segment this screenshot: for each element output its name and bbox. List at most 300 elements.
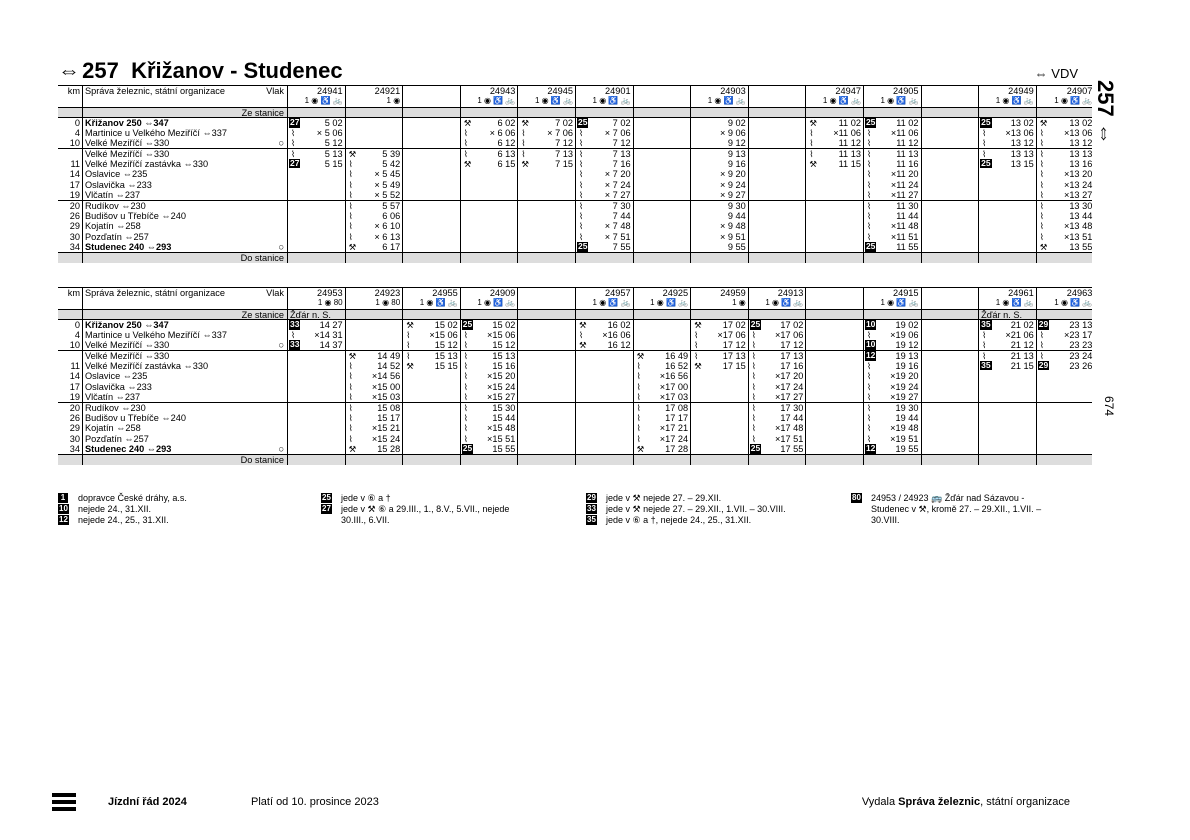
train-number: 24943 bbox=[461, 86, 519, 96]
page-title bbox=[58, 58, 343, 84]
time-value: 15 08 bbox=[377, 403, 401, 413]
skip-line-icon: ⌇ bbox=[866, 423, 872, 434]
time-value: 9 12 bbox=[727, 138, 746, 148]
time-cell bbox=[979, 361, 1037, 371]
train-symbols bbox=[922, 298, 980, 308]
time-value: 7 12 bbox=[612, 138, 631, 148]
skip-line-icon: ⌇ bbox=[866, 371, 872, 382]
time-value: 7 13 bbox=[555, 149, 573, 159]
time-value: 7 16 bbox=[612, 158, 631, 169]
time-value: 13 13 bbox=[1010, 149, 1034, 159]
time-cell bbox=[979, 423, 1037, 433]
km-value: 0 bbox=[74, 118, 80, 128]
time-cell bbox=[403, 382, 461, 392]
time-value: ×15 06 bbox=[487, 329, 516, 340]
time-value: ×17 24 bbox=[659, 433, 689, 444]
time-value: ×21 06 bbox=[1005, 329, 1034, 340]
time-cell bbox=[691, 201, 749, 210]
time-cell bbox=[403, 330, 461, 340]
time-value: ×15 24 bbox=[487, 381, 516, 392]
km-value: 4 bbox=[74, 127, 80, 138]
time-value: × 5 52 bbox=[374, 190, 401, 200]
train-symbols: 1 ◉ 80 bbox=[288, 298, 346, 308]
time-cell bbox=[346, 371, 404, 381]
time-value: 17 55 bbox=[780, 444, 804, 454]
time-cell bbox=[922, 211, 980, 221]
train-number bbox=[403, 86, 461, 96]
time-cell bbox=[518, 118, 576, 127]
time-cell bbox=[461, 434, 519, 444]
time-cell bbox=[288, 138, 346, 148]
time-cell bbox=[691, 242, 749, 252]
km-value bbox=[58, 149, 82, 158]
km-value: 17 bbox=[69, 179, 80, 190]
train-number: 24905 bbox=[864, 86, 922, 96]
time-value: 17 44 bbox=[780, 412, 804, 423]
time-cell bbox=[1037, 382, 1095, 392]
time-cell bbox=[346, 242, 404, 252]
skip-line-icon: ⌇ bbox=[1039, 169, 1044, 180]
time-cell bbox=[518, 423, 576, 433]
time-value: 6 06 bbox=[382, 210, 401, 221]
km-value: 34 bbox=[69, 242, 80, 252]
time-cell bbox=[1037, 444, 1095, 454]
time-cell bbox=[979, 180, 1037, 190]
time-value: ×15 48 bbox=[487, 423, 516, 434]
time-cell bbox=[346, 423, 404, 433]
time-cell bbox=[461, 211, 519, 221]
time-cell bbox=[403, 201, 461, 210]
time-cell bbox=[576, 118, 634, 127]
time-value: 14 49 bbox=[377, 351, 401, 361]
to-station-row bbox=[58, 454, 1092, 464]
time-value: 11 55 bbox=[896, 242, 919, 252]
skip-line-icon: ⌇ bbox=[348, 371, 353, 382]
time-cell bbox=[576, 180, 634, 190]
skip-line-icon: ⌇ bbox=[463, 360, 468, 371]
to-station-cell bbox=[1037, 455, 1095, 464]
time-cell bbox=[864, 330, 922, 340]
footnote-badge: 25 bbox=[865, 242, 876, 251]
train-number: 24909 bbox=[461, 288, 519, 298]
footnote-column bbox=[58, 493, 298, 526]
skip-line-icon: ⌇ bbox=[521, 138, 526, 148]
time-value: ×15 51 bbox=[487, 433, 516, 444]
time-cell bbox=[518, 351, 576, 360]
time-cell bbox=[634, 232, 692, 242]
station-label: Velké Meziříčí ⇔330 bbox=[85, 340, 170, 350]
time-cell bbox=[1037, 351, 1095, 360]
footnote-key: 25 bbox=[322, 493, 331, 502]
time-cell bbox=[806, 221, 864, 231]
time-value: × 7 27 bbox=[604, 190, 631, 200]
time-cell bbox=[461, 351, 519, 360]
station-name bbox=[82, 371, 288, 381]
time-cell bbox=[576, 149, 634, 158]
time-value: × 9 27 bbox=[719, 190, 746, 200]
time-cell bbox=[749, 403, 807, 412]
skip-line-icon: ⌇ bbox=[348, 169, 353, 180]
time-value: 15 28 bbox=[377, 444, 401, 454]
workday-icon: ⚒ bbox=[578, 320, 587, 330]
time-cell bbox=[461, 371, 519, 381]
to-station-cell bbox=[922, 455, 980, 464]
time-cell bbox=[922, 413, 980, 423]
km-value: 14 bbox=[69, 169, 80, 180]
time-value: 6 17 bbox=[382, 242, 401, 252]
time-cell bbox=[864, 128, 922, 138]
station-name bbox=[82, 169, 288, 179]
station-row bbox=[58, 159, 1092, 169]
time-cell bbox=[806, 434, 864, 444]
time-cell bbox=[403, 232, 461, 242]
to-station-cell bbox=[461, 253, 519, 262]
skip-line-icon: ⌇ bbox=[348, 423, 353, 434]
time-cell bbox=[288, 201, 346, 210]
time-cell bbox=[864, 403, 922, 412]
time-value: 16 12 bbox=[607, 340, 631, 350]
header-train-row bbox=[58, 86, 1092, 96]
time-cell bbox=[806, 180, 864, 190]
footnote-badge: 29 bbox=[1038, 360, 1049, 370]
time-cell bbox=[691, 423, 749, 433]
time-value: ×17 51 bbox=[774, 433, 804, 444]
train-number bbox=[922, 86, 980, 96]
to-station-label: Do stanice bbox=[82, 455, 288, 464]
train-number: 24959 bbox=[691, 288, 749, 298]
time-cell bbox=[634, 434, 692, 444]
time-cell bbox=[346, 190, 404, 200]
time-cell bbox=[288, 392, 346, 402]
footnote-text: dopravce České dráhy, a.s. bbox=[78, 493, 187, 503]
skip-line-icon: ⌇ bbox=[866, 412, 872, 423]
time-cell bbox=[749, 169, 807, 179]
station-label: Křižanov 250 ⇔347 bbox=[85, 320, 169, 330]
station-row bbox=[58, 138, 1092, 148]
time-value: 17 13 bbox=[780, 351, 804, 361]
footer-validity: Platí od 10. prosince 2023 bbox=[251, 796, 379, 808]
time-cell bbox=[288, 444, 346, 454]
time-value: ×16 06 bbox=[602, 329, 631, 340]
time-cell bbox=[634, 351, 692, 360]
time-cell bbox=[634, 180, 692, 190]
km-blank bbox=[58, 253, 82, 262]
skip-line-icon: ⌇ bbox=[751, 360, 756, 371]
time-cell bbox=[691, 118, 749, 127]
time-value: 21 15 bbox=[1010, 360, 1034, 371]
time-cell bbox=[518, 413, 576, 423]
time-value: 5 57 bbox=[382, 201, 401, 211]
time-value: 14 27 bbox=[319, 320, 343, 330]
km-value: 17 bbox=[69, 381, 80, 392]
time-cell bbox=[922, 118, 980, 127]
skip-line-icon: ⌇ bbox=[463, 149, 468, 159]
time-cell bbox=[288, 423, 346, 433]
time-cell bbox=[518, 128, 576, 138]
time-value: 15 02 bbox=[434, 320, 458, 330]
station-row bbox=[58, 190, 1092, 200]
time-cell bbox=[806, 330, 864, 340]
train-number: 24963 bbox=[1066, 288, 1093, 298]
time-cell bbox=[461, 413, 519, 423]
skip-line-icon: ⌇ bbox=[751, 371, 756, 382]
time-cell bbox=[806, 392, 864, 402]
time-value: 15 13 bbox=[492, 351, 516, 361]
station-label: Velké Meziříčí ⇔330 bbox=[85, 138, 170, 148]
station-stop-icon: ○ bbox=[278, 340, 284, 350]
time-value: 15 15 bbox=[434, 360, 458, 371]
time-cell bbox=[288, 169, 346, 179]
time-cell bbox=[288, 361, 346, 371]
time-cell bbox=[403, 371, 461, 381]
skip-line-icon: ⌇ bbox=[751, 381, 756, 392]
time-cell bbox=[979, 413, 1037, 423]
time-cell bbox=[749, 159, 807, 169]
time-value: ×11 51 bbox=[890, 231, 919, 242]
time-cell bbox=[979, 232, 1037, 242]
from-station-cell bbox=[691, 108, 749, 117]
time-cell bbox=[691, 232, 749, 242]
skip-line-icon: ⌇ bbox=[1039, 351, 1044, 361]
train-symbols: 1 ◉ ♿ 🚲 bbox=[979, 96, 1037, 106]
time-value: 17 02 bbox=[722, 320, 746, 330]
time-cell bbox=[806, 403, 864, 412]
from-station-cell bbox=[346, 310, 404, 319]
time-value: ×15 21 bbox=[371, 423, 401, 434]
time-value: ×13 48 bbox=[1063, 221, 1093, 232]
time-cell bbox=[749, 371, 807, 381]
skip-line-icon: ⌇ bbox=[348, 403, 353, 413]
from-station-cell: Žďár n. S. bbox=[979, 310, 1037, 319]
train-symbols: 1 ◉ ♿ 🚲 bbox=[461, 96, 519, 106]
time-cell bbox=[461, 201, 519, 210]
time-cell bbox=[691, 180, 749, 190]
time-cell bbox=[346, 361, 404, 371]
from-station-row bbox=[58, 309, 1092, 319]
time-cell bbox=[346, 169, 404, 179]
time-value: 11 13 bbox=[838, 149, 861, 159]
station-row bbox=[58, 169, 1092, 179]
station-name bbox=[82, 242, 288, 252]
skip-line-icon: ⌇ bbox=[1039, 329, 1044, 340]
train-symbols: 1 ◉ ♿ 🚲 bbox=[288, 96, 346, 106]
station-name bbox=[82, 413, 288, 423]
footnote-key: 12 bbox=[59, 515, 68, 524]
footnote-text: nejede 24., 31.XII. bbox=[78, 504, 152, 514]
train-symbols bbox=[403, 96, 461, 106]
workday-icon: ⚒ bbox=[348, 444, 357, 454]
train-number: 24913 bbox=[749, 288, 807, 298]
time-value: ×14 31 bbox=[314, 329, 343, 340]
train-number bbox=[634, 86, 692, 96]
station-label: Pozďatín ⇔257 bbox=[85, 433, 149, 444]
time-cell bbox=[518, 330, 576, 340]
time-value: 14 37 bbox=[319, 340, 343, 350]
time-cell bbox=[634, 149, 692, 158]
time-value: 13 02 bbox=[1069, 118, 1093, 128]
time-cell bbox=[403, 413, 461, 423]
km-blank bbox=[58, 310, 82, 319]
time-cell bbox=[749, 138, 807, 148]
station-label: Kojatín ⇔258 bbox=[85, 423, 141, 434]
time-cell bbox=[346, 340, 404, 350]
station-row bbox=[58, 128, 1092, 138]
km-blank bbox=[58, 298, 82, 308]
operator-header: Správa železnic, státní organizace bbox=[85, 86, 225, 96]
time-cell bbox=[461, 149, 519, 158]
footnote-line bbox=[851, 504, 1091, 515]
workday-icon: ⚒ bbox=[406, 320, 414, 330]
time-value: × 5 45 bbox=[374, 169, 401, 180]
time-cell bbox=[922, 434, 980, 444]
time-cell bbox=[346, 413, 404, 423]
time-cell bbox=[634, 118, 692, 127]
footnote-text: 30.III., 6.VII. bbox=[341, 515, 390, 525]
time-cell bbox=[1037, 320, 1095, 329]
time-value: × 6 13 bbox=[374, 231, 401, 242]
skip-line-icon: ⌇ bbox=[636, 392, 641, 402]
time-cell bbox=[346, 128, 404, 138]
footer-publisher: Vydala Správa železnic, státní organizace bbox=[861, 796, 1070, 808]
skip-line-icon: ⌇ bbox=[809, 127, 814, 138]
time-value: ×11 20 bbox=[890, 169, 919, 180]
skip-line-icon: ⌇ bbox=[866, 433, 872, 444]
time-cell bbox=[1037, 128, 1095, 138]
time-cell bbox=[864, 201, 922, 210]
time-cell bbox=[288, 382, 346, 392]
skip-line-icon: ⌇ bbox=[751, 403, 756, 413]
workday-icon: ⚒ bbox=[809, 118, 817, 128]
time-cell bbox=[634, 221, 692, 231]
station-blank bbox=[82, 96, 288, 106]
from-station-cell bbox=[864, 310, 922, 319]
train-line-icon: ⇔ bbox=[58, 58, 80, 83]
time-cell bbox=[403, 128, 461, 138]
time-value: 23 24 bbox=[1069, 351, 1093, 361]
time-cell bbox=[518, 340, 576, 350]
time-cell bbox=[922, 201, 980, 210]
time-cell bbox=[346, 320, 404, 329]
time-cell bbox=[461, 190, 519, 200]
time-cell bbox=[403, 320, 461, 329]
skip-line-icon: ⌇ bbox=[348, 433, 353, 444]
footnote-badge: 25 bbox=[750, 444, 761, 453]
time-cell bbox=[922, 190, 980, 200]
time-cell bbox=[922, 169, 980, 179]
train-symbols: 1 ◉ ♿ 🚲 bbox=[576, 298, 634, 308]
footnote-badge: 12 bbox=[865, 444, 876, 453]
footnote-line bbox=[58, 493, 298, 504]
time-cell bbox=[346, 434, 404, 444]
km-blank bbox=[58, 455, 82, 464]
skip-line-icon: ⌇ bbox=[866, 158, 872, 169]
train-symbols: 1 ◉ ♿ 🚲 bbox=[691, 96, 749, 106]
skip-line-icon: ⌇ bbox=[1039, 190, 1044, 200]
workday-icon: ⚒ bbox=[694, 320, 702, 330]
time-cell bbox=[864, 118, 922, 127]
time-cell bbox=[806, 201, 864, 210]
skip-line-icon: ⌇ bbox=[348, 179, 353, 190]
time-cell bbox=[806, 232, 864, 242]
time-value: 19 44 bbox=[895, 412, 919, 423]
time-cell bbox=[922, 340, 980, 350]
time-cell bbox=[346, 201, 404, 210]
time-cell bbox=[403, 169, 461, 179]
footnote-badge: 25 bbox=[577, 242, 588, 251]
skip-line-icon: ⌇ bbox=[578, 210, 584, 221]
time-cell bbox=[461, 320, 519, 329]
time-cell bbox=[864, 340, 922, 350]
station-row bbox=[58, 350, 1092, 360]
time-cell bbox=[864, 190, 922, 200]
time-value: 9 55 bbox=[727, 242, 746, 252]
time-cell bbox=[346, 149, 404, 158]
time-cell bbox=[1037, 169, 1095, 179]
time-cell bbox=[576, 138, 634, 148]
station-row bbox=[58, 413, 1092, 423]
from-station-cell bbox=[288, 108, 346, 117]
footnotes bbox=[58, 493, 1092, 533]
station-label: Oslavice ⇔235 bbox=[85, 169, 148, 180]
station-label: Budišov u Třebíče ⇔240 bbox=[85, 210, 186, 221]
skip-line-icon: ⌇ bbox=[866, 149, 872, 159]
time-value: 17 15 bbox=[722, 360, 746, 371]
station-row bbox=[58, 232, 1092, 242]
footnote-line bbox=[58, 515, 298, 526]
station-row bbox=[58, 340, 1092, 350]
time-value: ×15 20 bbox=[487, 371, 516, 382]
footnote-text: nejede 24., 25., 31.XII. bbox=[78, 515, 169, 525]
time-cell bbox=[749, 434, 807, 444]
skip-line-icon: ⌇ bbox=[348, 201, 353, 211]
time-cell bbox=[634, 128, 692, 138]
skip-line-icon: ⌇ bbox=[463, 138, 468, 148]
train-symbols bbox=[749, 96, 807, 106]
time-cell bbox=[518, 444, 576, 454]
from-station-label: Ze stanice bbox=[82, 108, 288, 117]
skip-line-icon: ⌇ bbox=[463, 403, 468, 413]
to-station-cell bbox=[518, 253, 576, 262]
train-number: 24947 bbox=[806, 86, 864, 96]
time-cell bbox=[864, 242, 922, 252]
skip-line-icon: ⌇ bbox=[636, 433, 641, 444]
time-cell bbox=[403, 190, 461, 200]
train-symbols: 1 ◉ ♿ 🚲 bbox=[979, 298, 1037, 308]
time-value: ×15 03 bbox=[371, 392, 401, 402]
skip-line-icon: ⌇ bbox=[694, 351, 699, 361]
skip-line-icon: ⌇ bbox=[578, 329, 584, 340]
time-cell bbox=[634, 382, 692, 392]
time-cell bbox=[518, 159, 576, 169]
time-cell bbox=[634, 361, 692, 371]
time-cell bbox=[749, 392, 807, 402]
skip-line-icon: ⌇ bbox=[694, 329, 699, 340]
workday-icon: ⚒ bbox=[1039, 118, 1048, 128]
time-cell bbox=[288, 340, 346, 350]
workday-icon: ⚒ bbox=[521, 118, 529, 128]
train-symbols: 1 ◉ ♿ 🚲 bbox=[864, 298, 922, 308]
time-cell bbox=[403, 221, 461, 231]
time-cell bbox=[403, 403, 461, 412]
station-row bbox=[58, 444, 1092, 454]
time-value: ×17 06 bbox=[717, 329, 746, 340]
from-station-cell bbox=[634, 310, 692, 319]
skip-line-icon: ⌇ bbox=[866, 127, 872, 138]
skip-line-icon: ⌇ bbox=[866, 201, 872, 211]
time-cell bbox=[806, 169, 864, 179]
time-cell bbox=[461, 361, 519, 371]
operator-label: ⇔ VDV bbox=[1034, 66, 1078, 81]
